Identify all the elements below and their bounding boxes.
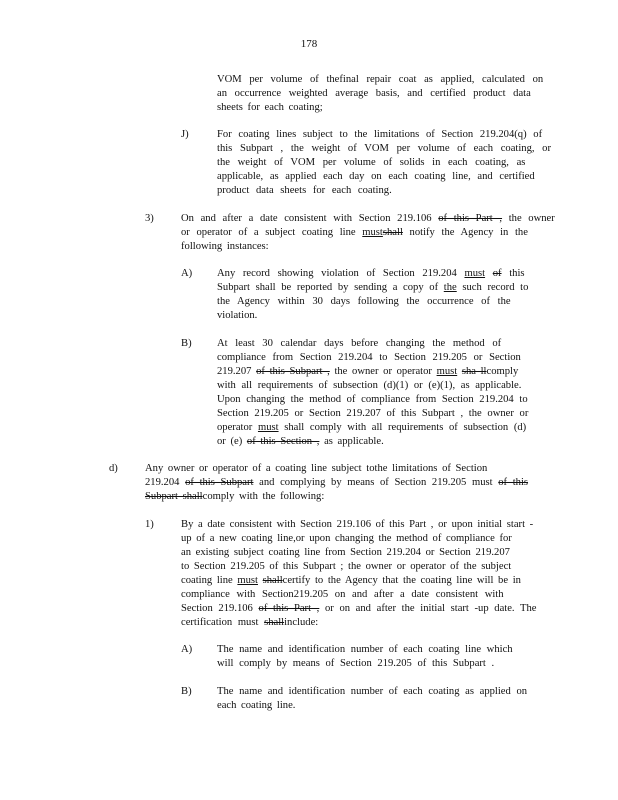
text-line: VOM per volume of thefinal repair coat as applied, calculated on	[217, 74, 544, 85]
text-run: 219.207	[217, 366, 252, 377]
text-run: notify the Agency in the	[409, 227, 528, 238]
text-run: include:	[284, 617, 319, 628]
text-line: compliance from Section 219.204 to Section 219.205 or Section	[217, 352, 521, 363]
text-run: comply	[486, 366, 519, 377]
text-line: violation.	[217, 310, 258, 321]
text-line: The name and identification number of each coating as applied on	[217, 686, 528, 697]
text-run: certification must	[181, 617, 259, 628]
text-run: as applicable.	[324, 436, 384, 447]
text-run: Any record showing violation of Section 219.204	[217, 268, 457, 279]
text-run: certify to the Agency that the coating line will be in	[282, 575, 521, 586]
item-label: 3)	[145, 213, 154, 224]
inserted-text: must	[362, 227, 383, 238]
text-run: operator	[217, 422, 253, 433]
paragraph-3a	[217, 267, 543, 323]
text-line: applicable, as applied each day on each coating line, and certified	[217, 171, 535, 182]
struck-text: of this Subpart ,	[256, 366, 330, 377]
paragraph-3b	[217, 337, 543, 449]
text-line: sheets for each coating;	[217, 102, 323, 113]
text-line: compliance with Section219.205 on and after a date consistent with	[181, 589, 504, 600]
struck-text: of this Part ,	[258, 603, 320, 614]
text-run: shall comply with all requirements of subsection (d)	[284, 422, 527, 433]
text-line: At least 30 calendar days before changing the method of	[217, 338, 502, 349]
text-run: or operator of a subject coating line	[181, 227, 356, 238]
struck-text: Subpart shall	[145, 491, 203, 502]
text-line: an occurrence weighted average basis, and certified product data	[217, 88, 531, 99]
text-run: such record to	[462, 282, 529, 293]
text-line: Upon changing the method of compliance from Section 219.204 to	[217, 394, 528, 405]
struck-text: of this	[498, 477, 529, 488]
struck-text: of	[492, 268, 502, 279]
text-line: product data sheets for each coating.	[217, 185, 392, 196]
text-run: coating line	[181, 575, 233, 586]
page-number: 178	[300, 38, 318, 50]
item-label: A)	[181, 268, 193, 279]
text-run: comply with the following:	[202, 491, 325, 502]
paragraph-d	[145, 462, 545, 504]
inserted-text: the	[443, 282, 457, 293]
struck-text: of this Subpart	[185, 477, 254, 488]
text-line: Section 219.205 or Section 219.207 of this Subpart , the owner or	[217, 408, 529, 419]
struck-text: shall	[264, 617, 285, 628]
item-label: 1)	[145, 519, 154, 530]
struck-text: shall	[382, 227, 403, 238]
text-line: The name and identification number of each coating line which	[217, 644, 513, 655]
text-line: By a date consistent with Section 219.106 of this Part , or upon initial start -	[181, 519, 534, 530]
text-line: to Section 219.205 of this Subpart ; the owner or operator of the subject	[181, 561, 512, 572]
text-run: or on and after the initial start -up date. The	[324, 603, 537, 614]
text-line: the Agency within 30 days following the occurrence of the	[217, 296, 511, 307]
text-run: Section 219.106	[181, 603, 253, 614]
paragraph-3	[181, 212, 555, 254]
text-run: this	[509, 268, 525, 279]
text-line: Any owner or operator of a coating line subject tothe limitations of Section	[145, 463, 488, 474]
inserted-text: must	[464, 268, 486, 279]
inserted-text: must	[237, 575, 258, 586]
item-label: B)	[181, 338, 192, 349]
text-line: each coating line.	[217, 700, 296, 711]
item-label: J)	[181, 129, 189, 140]
inserted-text: must	[257, 422, 279, 433]
text-line: the weight of VOM per volume of solids in each coating, as	[217, 157, 526, 168]
paragraph-j	[217, 128, 552, 198]
text-run: On and after a date consistent with Section 219.106	[181, 213, 432, 224]
item-label: d)	[109, 463, 118, 474]
text-line: For coating lines subject to the limitations of Section 219.204(q) of	[217, 129, 543, 140]
text-line: following instances:	[181, 241, 269, 252]
text-run: and complying by means of Section 219.205 must	[259, 477, 493, 488]
text-line: up of a new coating line,or upon changing the method of compliance for	[181, 533, 512, 544]
paragraph-d1b	[217, 685, 543, 713]
text-line: an existing subject coating line from Section 219.204 or Section 219.207	[181, 547, 510, 558]
struck-text: of this Section ,	[246, 436, 320, 447]
text-line: this Subpart , the weight of VOM per volume of each coating, or	[217, 143, 552, 154]
text-run: 219.204	[145, 477, 180, 488]
text-run: Subpart shall be reported by sending a copy of	[217, 282, 439, 293]
struck-text: shall	[262, 575, 283, 586]
item-label: B)	[181, 686, 192, 697]
text-run: or (e)	[217, 436, 243, 447]
text-run: the owner	[508, 213, 555, 224]
text-line: will comply by means of Section 219.205 of this Subpart .	[217, 658, 495, 669]
paragraph-d1	[181, 518, 546, 630]
struck-text: sha ll	[461, 366, 487, 377]
text-line: with all requirements of subsection (d)(1) or (e)(1), as applicable.	[217, 380, 522, 391]
paragraph-d1a	[217, 643, 543, 671]
item-label: A)	[181, 644, 193, 655]
text-run: the owner or operator	[334, 366, 432, 377]
inserted-text: must	[436, 366, 458, 377]
continued-paragraph	[217, 73, 544, 115]
struck-text: of this Part ,	[438, 213, 503, 224]
